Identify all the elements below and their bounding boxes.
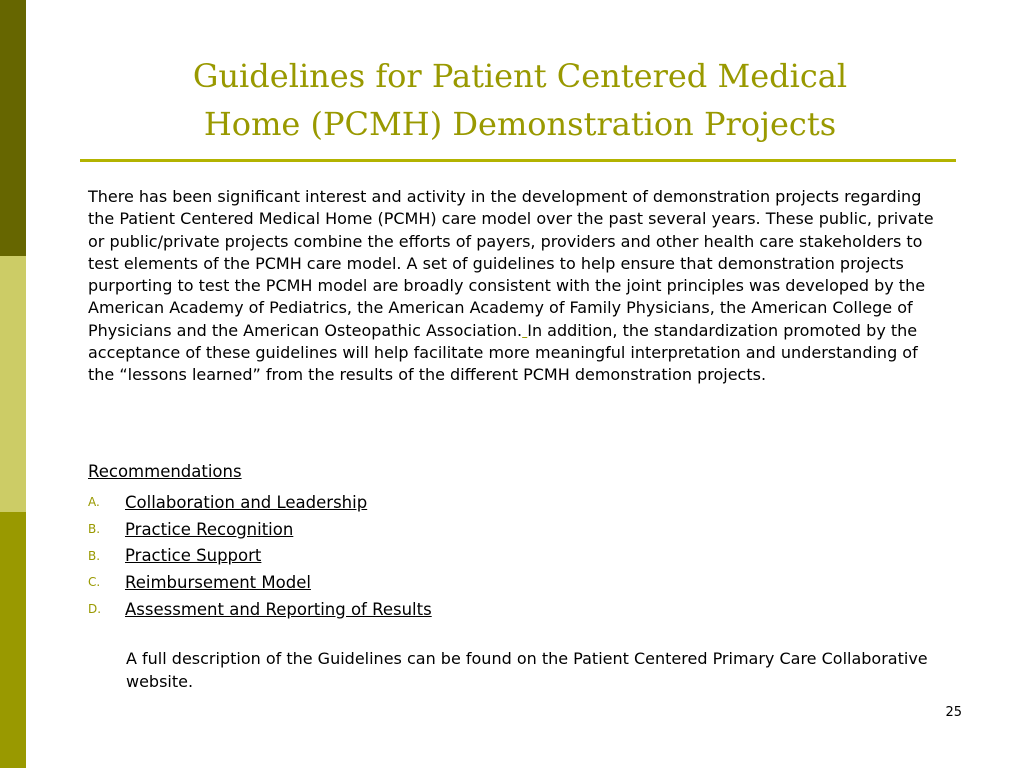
title-divider <box>80 159 956 162</box>
recommendations-heading[interactable]: Recommendations <box>88 462 242 481</box>
list-letter: C. <box>88 575 101 590</box>
list-item <box>88 489 432 516</box>
body-paragraph-part2: In addition, the standardization promoted by the acceptance of these guidelines will help facilitate more meaningful interpretation and understanding of the “lessons learned” from the results of the different PCMH demonstration projects. <box>88 320 918 385</box>
title-line-2: Home (PCMH) Demonstration Projects <box>203 105 837 143</box>
recommendation-link-recognition[interactable]: Practice Recognition <box>125 519 294 539</box>
guidelines-note: A full description of the Guidelines can be found on the Patient Centered Primary Care Collaborative website. <box>126 649 928 691</box>
list-item <box>88 569 432 596</box>
body-paragraph <box>88 186 938 387</box>
recommendation-link-support[interactable]: Practice Support <box>125 546 262 566</box>
list-letter: A. <box>88 495 100 510</box>
recommendation-link-collaboration[interactable]: Collaboration and Leadership <box>125 492 368 512</box>
page-number: 25 <box>945 705 962 720</box>
list-item <box>88 516 432 543</box>
recommendation-link-assessment[interactable]: Assessment and Reporting of Results <box>125 599 432 619</box>
sidebar-bottom-segment <box>0 512 26 768</box>
recommendations-list <box>88 489 432 622</box>
list-letter: B. <box>88 548 101 563</box>
sidebar-middle-segment <box>0 256 26 512</box>
list-letter: D. <box>88 602 102 617</box>
recommendation-link-reimbursement[interactable]: Reimbursement Model <box>125 572 311 592</box>
list-item <box>88 596 432 623</box>
sidebar-top-segment <box>0 0 26 256</box>
list-item <box>88 542 432 569</box>
title-line-1: Guidelines for Patient Centered Medical <box>192 57 848 95</box>
body-paragraph-part1: There has been significant interest and activity in the development of demonstration projects regarding the Patient Centered Medical Home (PCMH) care model over the past several years. These public, private or public/private projects combine the efforts of payers, providers and other health care stakeholders to test elements of the PCMH care model. A set of guidelines to help ensure that demonstration projects purporting to test the PCMH model are broadly consistent with the joint principles was developed by the American Academy of Pediatrics, the American Academy of Family Physicians, the American College of Physicians and the American Osteopathic Association. <box>88 187 934 340</box>
list-letter: B. <box>88 522 101 537</box>
slide-title <box>90 52 950 148</box>
